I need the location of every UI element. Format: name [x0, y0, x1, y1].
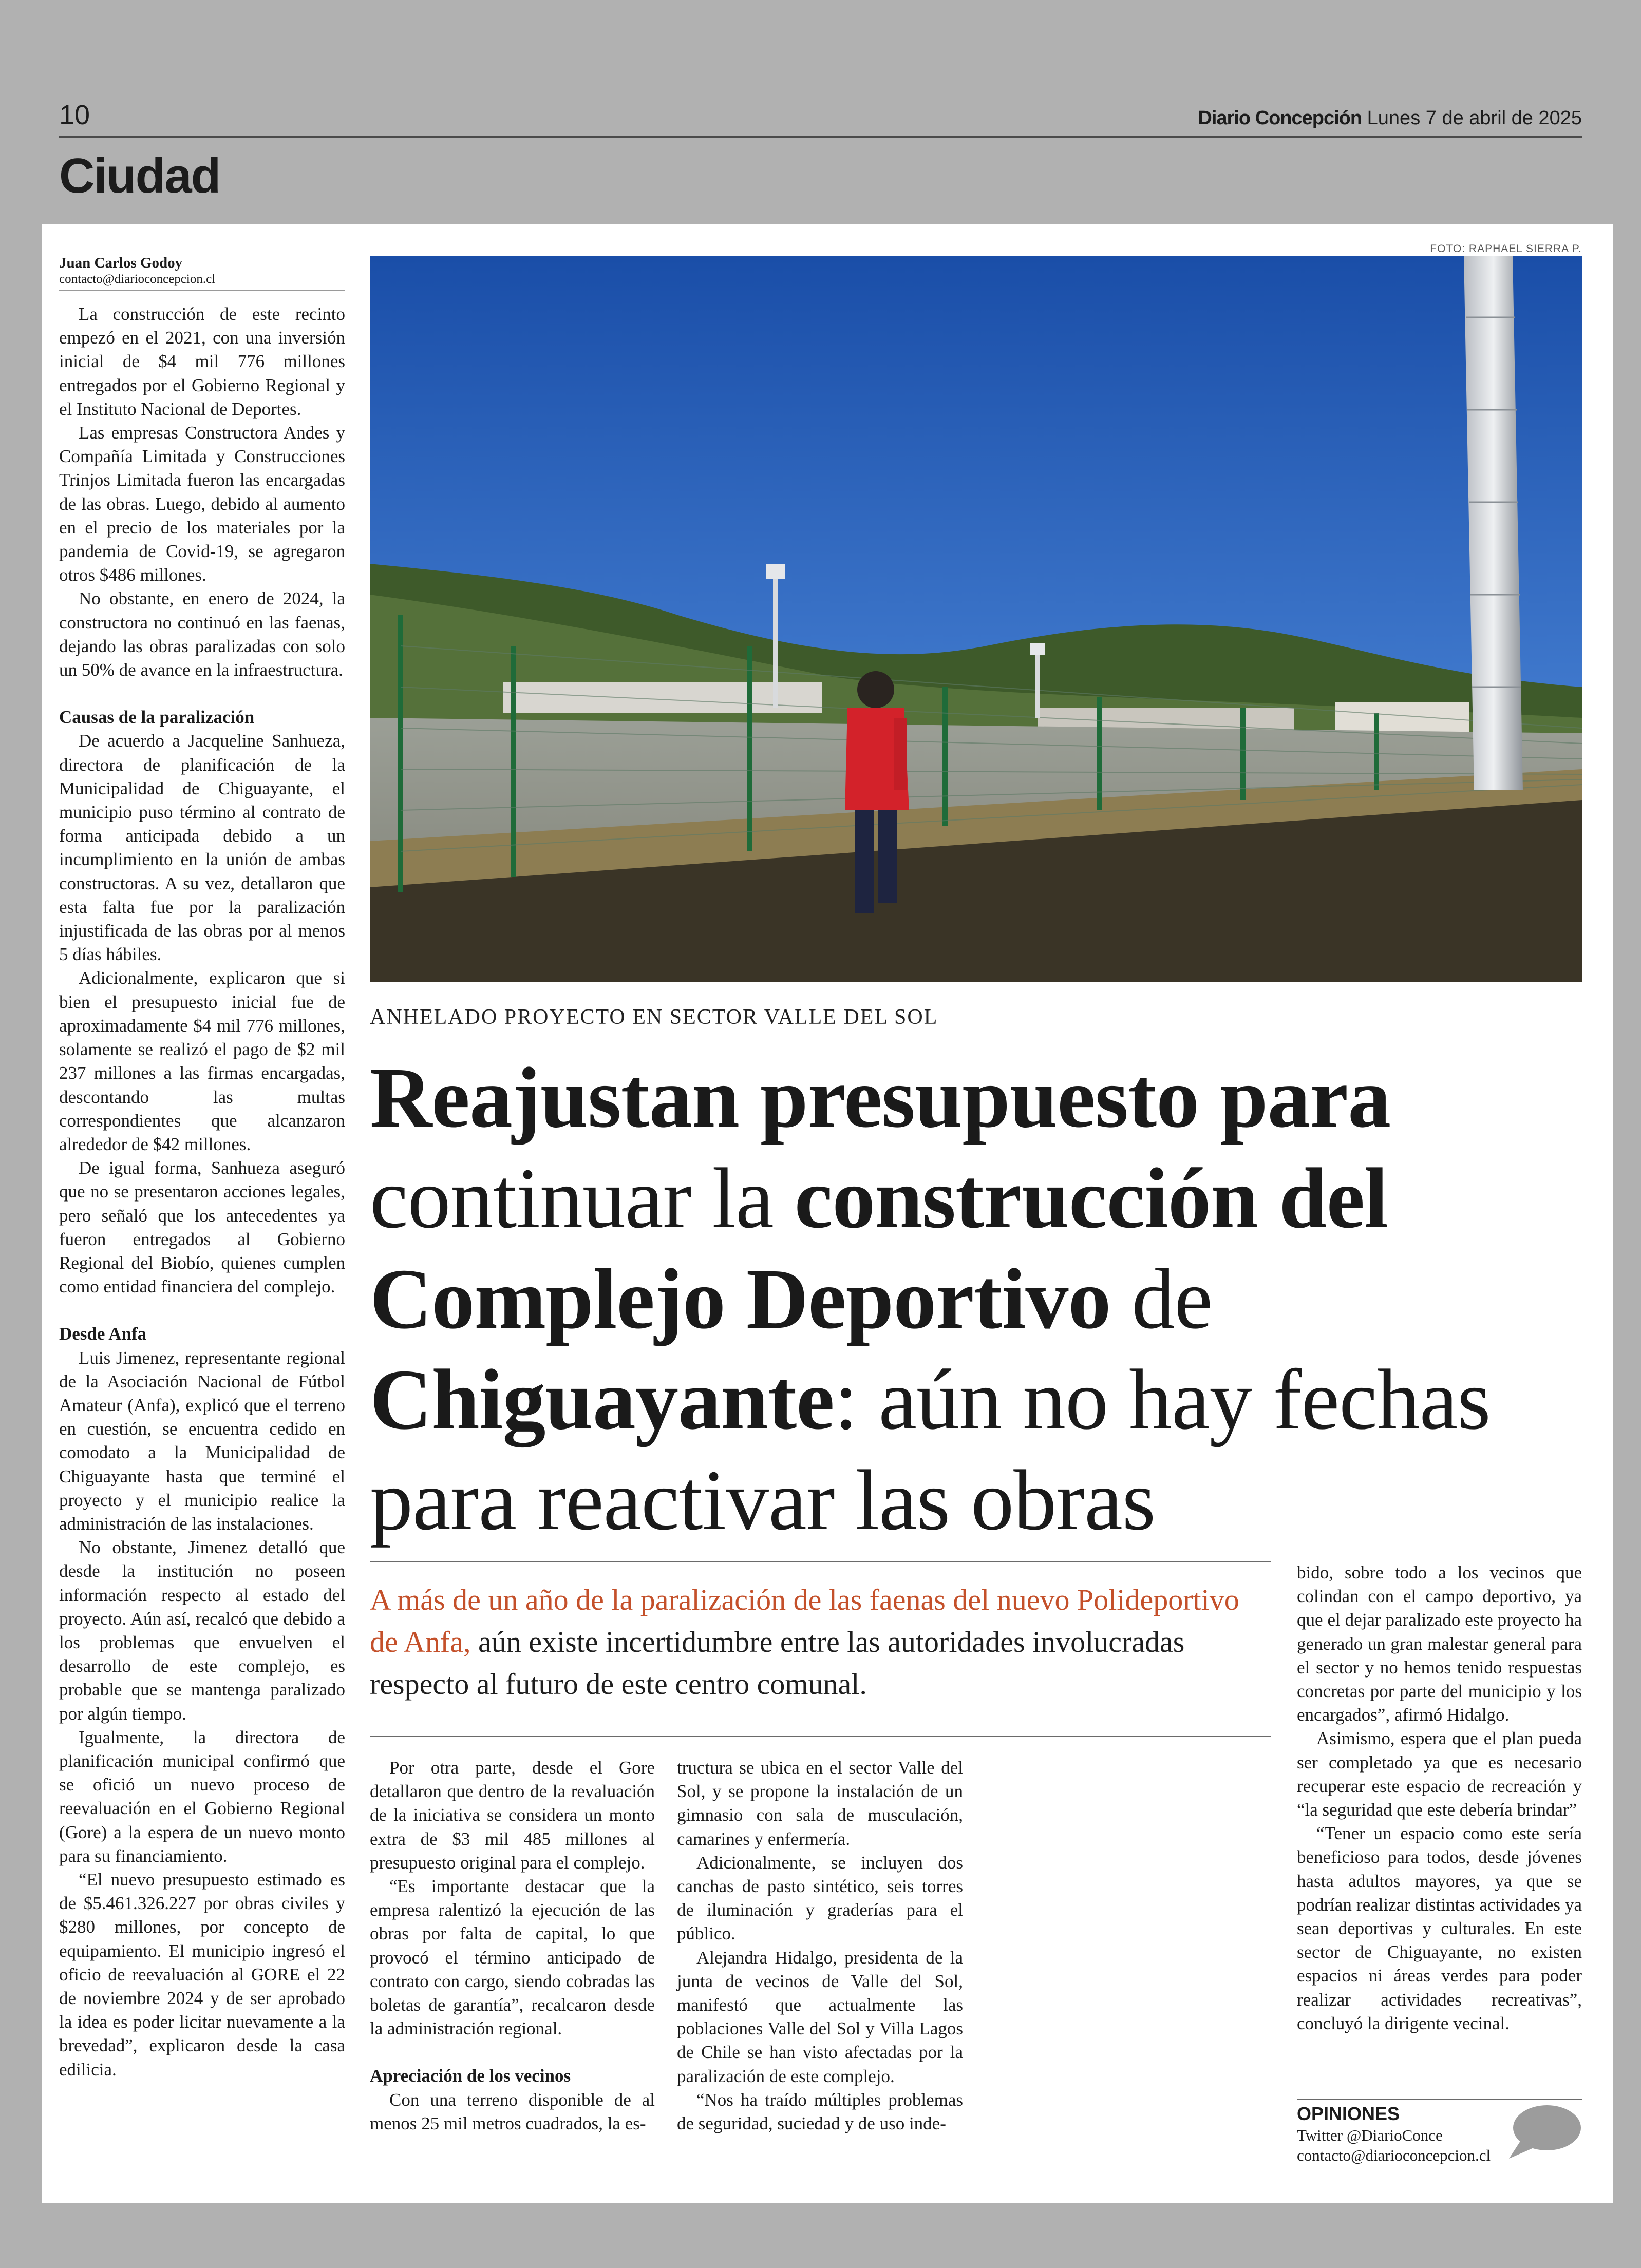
body-paragraph: Igualmente, la directora de planificación municipal confirmó que se ofició un nuevo proceso de reevaluación en el Gobierno Regional (Gore) a la espera de un nuevo monto para su financiamiento. — [59, 1727, 345, 1866]
lead-rule-top — [370, 1561, 1271, 1562]
body-paragraph: Luis Jimenez, representante regional de la Asociación Nacional de Fútbol Amateur (Anfa), explicó que el terreno en cuestión, se encuentra cedido en comodato a la Municipalidad de Chiguayante hasta que terminé el proyecto y el municipio realice la administración de las instalaciones. — [59, 1347, 345, 1534]
body-paragraph: “Nos ha traído múltiples problemas de seguridad, suciedad y de uso inde- — [677, 2089, 963, 2134]
headline-bold-3: Chiguayante — [370, 1352, 834, 1447]
body-paragraph: “El nuevo presupuesto estimado es de $5.461.326.227 por obras civiles y $280 millones, por concepto de equipamiento. El municipio ingresó el oficio de reevaluación al GORE el 22 de noviembre 2024 y de ser aprobado la idea es poder licitar nuevamente a la brevedad”, explicaron desde la casa edilicia. — [59, 1870, 345, 2080]
opinion-rule — [1297, 2099, 1582, 2100]
headline-light-2: de — [1131, 1251, 1212, 1347]
speech-bubble-icon — [1505, 2101, 1582, 2163]
opinion-title: OPINIONES — [1297, 2103, 1400, 2124]
middle-column-1 — [370, 1756, 655, 2136]
kicker: ANHELADO PROYECTO EN SECTOR VALLE DEL SOL — [370, 1005, 938, 1029]
headline-bold-2: construcción del Complejo Deportivo — [370, 1151, 1388, 1347]
byline-email[interactable]: contacto@diarioconcepcion.cl — [59, 272, 216, 286]
byline-author: Juan Carlos Godoy — [59, 255, 183, 271]
lead-paragraph — [370, 1579, 1274, 1705]
subheading-anfa: Desde Anfa — [59, 1324, 147, 1344]
page-number: 10 — [59, 100, 90, 130]
subheading-causas: Causas de la paralización — [59, 707, 255, 728]
body-paragraph: De acuerdo a Jacqueline Sanhueza, directora de planificación de la Municipalidad de Chiguayante, el municipio puso término al contrato de forma anticipada debido a un incumplimiento en la unión de ambas constructoras. A su vez, detallaron que esta falta fue por la paralización injustificada de las obras por al menos 5 días hábiles. — [59, 731, 345, 965]
subheading-vecinos: Apreciación de los vecinos — [370, 2066, 571, 2086]
body-paragraph: Adicionalmente, explicaron que si bien el presupuesto inicial fue de aproximadamente $4 mil 776 millones, solamente se realizó el pago de $2 mil 237 millones a las firmas encargadas, descontando las multas correspondientes que alcanzaron alrededor de $42 millones. — [59, 968, 345, 1154]
body-paragraph: Las empresas Constructora Andes y Compañía Limitada y Construcciones Trinjos Limitada fueron las encargadas de las obras. Luego, debido al aumento en el precio de los materiales por la pandemia de Covid-19, se agregaron otros $486 millones. — [59, 423, 345, 585]
body-paragraph: Asimismo, espera que el plan pueda ser completado ya que es necesario recuperar este espacio de recreación y “la seguridad que este debería brindar” — [1297, 1728, 1582, 1820]
body-paragraph: Con una terreno disponible de al menos 25 mil metros cuadrados, la es- — [370, 2089, 655, 2133]
issue-date: Lunes 7 de abril de 2025 — [1367, 107, 1582, 129]
left-column — [59, 254, 345, 2082]
body-paragraph: No obstante, en enero de 2024, la constructora no continuó en las faenas, dejando las obras paralizadas con solo un 50% de avance en la infraestructura. — [59, 588, 345, 680]
headline-light-3: : aún no hay fechas para reactivar las obras — [370, 1352, 1491, 1548]
lead-rest: aún existe incertidumbre entre las autoridades involucradas respecto al futuro de este centro comunal. — [370, 1625, 1185, 1701]
body-paragraph: “Es importante destacar que la empresa ralentizó la ejecución de las obras por falta de capital, lo que provocó el término anticipado de contrato con cargo, siendo cobradas las boletas de garantía”, recalcaron desde la administración regional. — [370, 1876, 655, 2039]
newspaper-name: Diario Concepción — [1198, 107, 1362, 129]
photo-credit: FOTO: RAPHAEL SIERRA P. — [1430, 243, 1582, 255]
right-column — [1297, 1561, 1582, 2035]
article-photo — [370, 256, 1582, 982]
section-title: Ciudad — [59, 148, 220, 203]
headline-light-1: continuar la — [370, 1151, 774, 1246]
opinion-twitter[interactable]: Twitter @DiarioConce — [1297, 2126, 1443, 2144]
byline-rule — [59, 290, 345, 291]
body-paragraph: Adicionalmente, se incluyen dos canchas de pasto sintético, seis torres de iluminación y graderías para el público. — [677, 1852, 963, 1944]
body-paragraph: Alejandra Hidalgo, presidenta de la junta de vecinos de Valle del Sol, manifestó que actualmente las poblaciones Valle del Sol y Villa Lagos de Chile se han visto afectadas por la paralización de este complejo. — [677, 1947, 963, 2086]
body-paragraph: bido, sobre todo a los vecinos que colindan con el campo deportivo, ya que el dejar paralizado este proyecto ha generado un gran malestar general para el sector y no hemos tenido respuestas concretas por parte del municipio y los encargados”, afirmó Hidalgo. — [1297, 1562, 1582, 1725]
middle-column-2 — [677, 1756, 963, 2136]
body-paragraph: La construcción de este recinto empezó en el 2021, con una inversión inicial de $4 mil 776 millones entregados por el Gobierno Regional y el Instituto Nacional de Deportes. — [59, 304, 345, 419]
body-paragraph: De igual forma, Sanhueza aseguró que no se presentaron acciones legales, pero señaló que los antecedentes ya fueron entregados al Gobierno Regional del Biobío, quienes cumplen como entidad financiera del complejo. — [59, 1158, 345, 1297]
body-paragraph: Por otra parte, desde el Gore detallaron que dentro de la revaluación de la iniciativa se considera un monto extra de $3 mil 485 millones al presupuesto original para el complejo. — [370, 1758, 655, 1873]
masthead-date — [1198, 107, 1582, 129]
body-paragraph: No obstante, Jimenez detalló que desde la institución no poseen información respecto al estado del proyecto. Aún así, recalcó que debido a los problemas que envuelven el desarrollo de este complejo, es probable que se mantenga paralizado por algún tiempo. — [59, 1537, 345, 1724]
body-paragraph: “Tener un espacio como este sería beneficioso para todos, desde jóvenes hasta adultos mayores, ya que se podrían realizar distintas actividades ya sean deportivas y culturales. En este sector de Chiguayante, no existen espacios ni áreas verdes para poder realizar actividades recreativas”, concluyó la dirigente vecinal. — [1297, 1823, 1582, 2033]
header-rule — [59, 136, 1582, 138]
lead-highlight: A más de un año de la paralización de las faenas del nuevo Polideportivo de Anfa, — [370, 1583, 1239, 1659]
headline-bold-1: Reajustan presupuesto para — [370, 1050, 1391, 1146]
lead-rule-bottom — [370, 1736, 1271, 1737]
body-paragraph: tructura se ubica en el sector Valle del Sol, y se propone la instalación de un gimnasio con sala de musculación, camarines y enfermería. — [677, 1758, 963, 1849]
opinion-email[interactable]: contacto@diarioconcepcion.cl — [1297, 2146, 1491, 2164]
headline — [370, 1047, 1592, 1551]
